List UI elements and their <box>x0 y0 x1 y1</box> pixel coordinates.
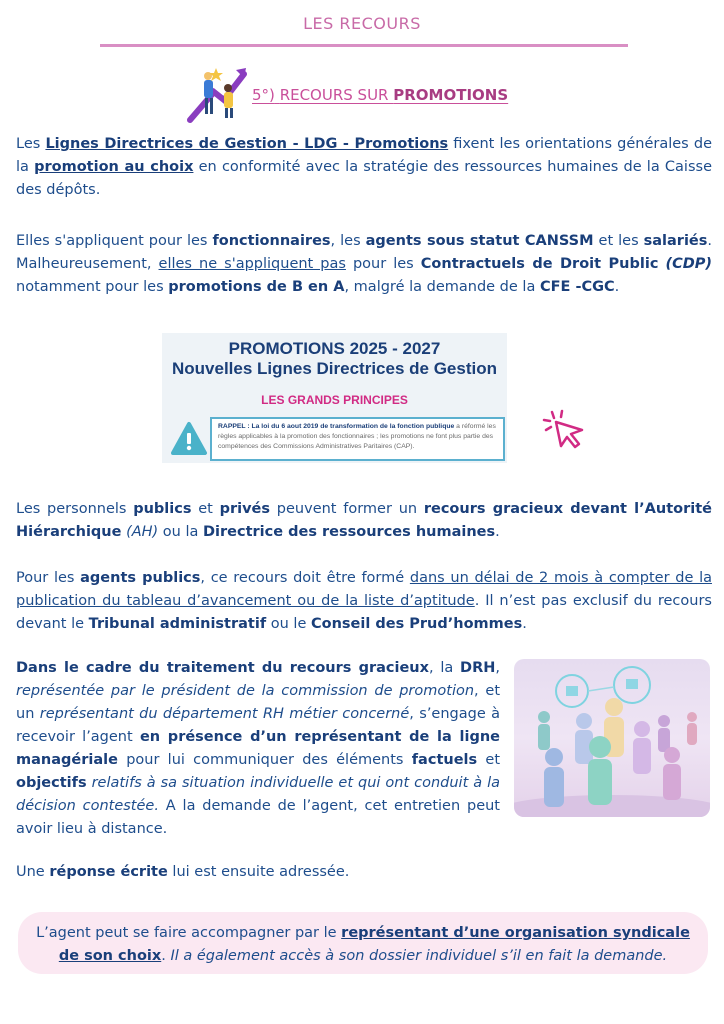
banner-subtitle: LES GRANDS PRINCIPES <box>261 393 408 407</box>
promotions-banner <box>162 333 507 463</box>
success-people-icon <box>186 62 248 124</box>
callout-text: L’agent peut se faire accompagner par le représentant d’une organisation syndicale de son choix. Il a également accès à son dossier individuel s’il en fait la demande. <box>36 925 690 964</box>
promotion-au-choix: promotion au choix <box>34 159 194 175</box>
paragraph-application: Elles s'appliquent pour les fonctionnaires, les agents sous statut CANSSM et les salariés. Malheureusement, elles ne s'appliquent pas pour les Contractuels de Droit Public (CDP) notamment pour les promotions de B en A, malgré la demande de la CFE -CGC. <box>16 233 713 295</box>
people-network-illustration <box>514 659 710 817</box>
section-number: 5°) <box>252 86 275 104</box>
section-title-strong: PROMOTIONS <box>393 86 509 104</box>
warning-icon <box>170 421 208 457</box>
page-header-title: LES RECOURS <box>303 14 421 33</box>
ldg-link-text: Lignes Directrices de Gestion - LDG - Promotions <box>45 136 449 152</box>
delai-text: dans un délai de 2 mois à compter de la publication du tableau d’avancement ou de la liste d’aptitude <box>16 570 712 609</box>
ne-s-appliquent-pas: elles ne s'appliquent pas <box>158 256 346 272</box>
paragraph-reponse: Une réponse écrite lui est ensuite adressée. <box>16 864 350 880</box>
banner-title-2: Nouvelles Lignes Directrices de Gestion <box>171 359 497 378</box>
section-title <box>252 86 508 104</box>
representant-syndical: représentant d’une organisation syndicale de son choix <box>58 925 690 964</box>
cursor-click-icon <box>542 408 586 452</box>
rappel-box: RAPPEL : La loi du 6 aout 2019 de transformation de la fonction publique a réformé les règles applicables à la promotion des fonctionnaires ; les promotions ne font plus partie des compétences des Commissions Administratives Paritaires (CAP). <box>210 417 505 461</box>
banner-title-1: PROMOTIONS 2025 - 2027 <box>228 339 441 358</box>
paragraph-delai: Pour les agents publics, ce recours doit être formé dans un délai de 2 mois à compter de la publication du tableau d’avancement ou de la liste d’aptitude. Il n’est pas exclusif du recours devant le Tribunal administratif ou le Conseil des Prud’hommes. <box>16 570 712 632</box>
paragraph-ldg: Les Lignes Directrices de Gestion - LDG - Promotions fixent les orientations générales de la promotion au choix en conformité avec la stratégie des ressources humaines de la Caisse des dépôts. <box>16 136 712 198</box>
header-divider <box>100 44 628 47</box>
paragraph-traitement: Dans le cadre du traitement du recours gracieux, la DRH, représentée par le président de la commission de promotion, et un représentant du département RH métier concerné, s’engage à recevoir l’agent en présence d’un représentant de la ligne managériale pour lui communiquer des éléments factuels et objectifs relatifs à sa situation individuelle et qui ont conduit à la décision contestée. A la demande de l’agent, cet entretien peut avoir lieu à distance. <box>16 660 501 837</box>
paragraph-recours-gracieux: Les personnels publics et privés peuvent former un recours gracieux devant l’Autorité Hiérarchique (AH) ou la Directrice des ressources humaines. <box>16 501 712 540</box>
section-title-prefix: RECOURS SUR <box>279 86 389 104</box>
